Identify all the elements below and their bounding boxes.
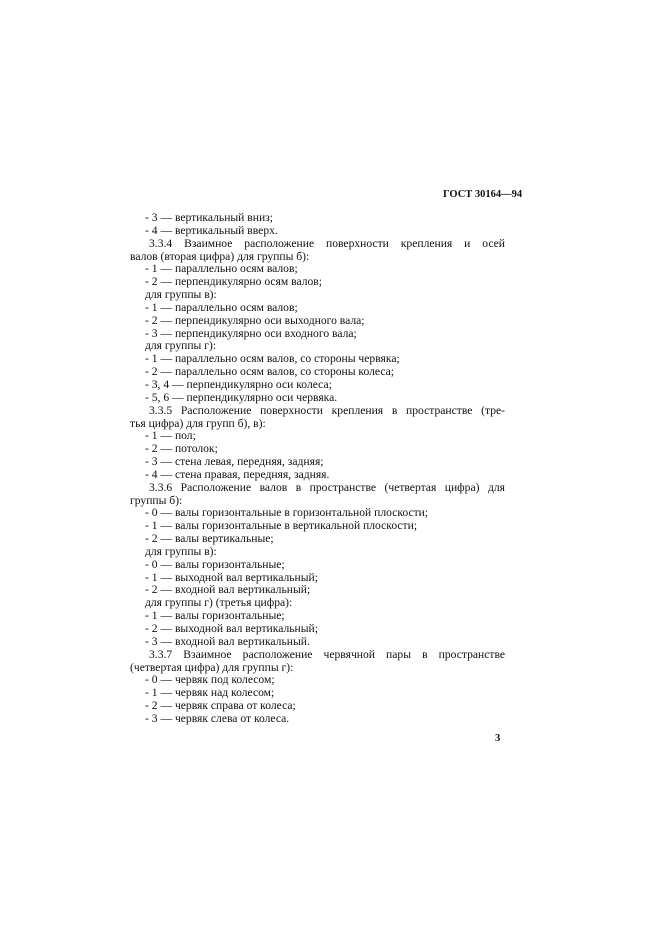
document-code-header: ГОСТ 30164—94: [443, 189, 523, 200]
list-item: - 1 — червяк над колесом;: [145, 686, 275, 700]
list-item: - 5, 6 — перпендикулярно оси червяка.: [145, 390, 338, 404]
list-item: - 1 — валы горизонтальные в вертикальной плоскости;: [145, 519, 418, 533]
paragraph-continuation-line: тья цифра) для групп б), в):: [130, 416, 266, 430]
group-subheading: для группы г) (третья цифра):: [145, 596, 293, 610]
list-item: - 0 — валы горизонтальные в горизонтальной плоскости;: [145, 506, 429, 520]
list-item: - 3 — перпендикулярно оси входного вала;: [145, 326, 357, 340]
section-heading-line: 3.3.5 Расположение поверхности крепления в пространстве (тре-: [149, 403, 505, 417]
list-item: - 2 — входной вал вертикальный;: [145, 583, 311, 597]
list-item: - 1 — валы горизонтальные;: [145, 609, 285, 623]
list-item: - 2 — червяк справа от колеса;: [145, 699, 296, 713]
list-item: - 2 — перпендикулярно оси выходного вала;: [145, 313, 365, 327]
list-item: - 3 — вертикальный вниз;: [145, 211, 273, 224]
group-subheading: для группы в):: [145, 288, 217, 302]
paragraph-continuation-line: валов (вторая цифра) для группы б):: [130, 249, 310, 263]
page-number: 3: [495, 733, 501, 744]
list-item: - 1 — параллельно осям валов;: [145, 262, 298, 276]
list-item: - 1 — выходной вал вертикальный;: [145, 570, 318, 584]
list-item: - 1 — параллельно осям валов;: [145, 300, 298, 314]
list-item: - 2 — выходной вал вертикальный;: [145, 622, 318, 635]
section-heading-line: 3.3.4 Взаимное расположение поверхности крепления и осей: [149, 236, 505, 250]
list-item: - 2 — потолок;: [145, 442, 218, 456]
list-item: - 2 — параллельно осям валов, со стороны колеса;: [145, 365, 394, 379]
list-item: - 2 — валы вертикальные;: [145, 532, 274, 546]
list-item: - 4 — стена правая, передняя, задняя.: [145, 467, 330, 481]
list-item: - 0 — червяк под колесом;: [145, 673, 275, 687]
list-item: - 1 — параллельно осям валов, со стороны червяка;: [145, 352, 400, 366]
paragraph-continuation-line: группы б):: [130, 493, 183, 507]
list-item: - 4 — вертикальный вверх.: [145, 223, 278, 237]
list-item: - 3 — входной вал вертикальный.: [145, 634, 310, 648]
group-subheading: для группы г):: [145, 339, 217, 353]
list-item: - 2 — перпендикулярно осям валов;: [145, 275, 322, 289]
list-item: - 3, 4 — перпендикулярно оси колеса;: [145, 377, 332, 391]
group-subheading: для группы в):: [145, 544, 217, 558]
list-item: - 1 — пол;: [145, 429, 196, 443]
section-heading-line: 3.3.6 Расположение валов в пространстве (четвертая цифра) для: [149, 480, 505, 494]
paragraph-continuation-line: (четвертая цифра) для группы г):: [130, 660, 294, 674]
list-item: - 0 — валы горизонтальные;: [145, 557, 285, 571]
section-heading-line: 3.3.7 Взаимное расположение червячной пары в пространстве: [149, 647, 505, 661]
list-item: - 3 — червяк слева от колеса.: [145, 711, 290, 725]
document-body: [130, 212, 505, 726]
list-item: - 3 — стена левая, передняя, задняя;: [145, 455, 324, 469]
